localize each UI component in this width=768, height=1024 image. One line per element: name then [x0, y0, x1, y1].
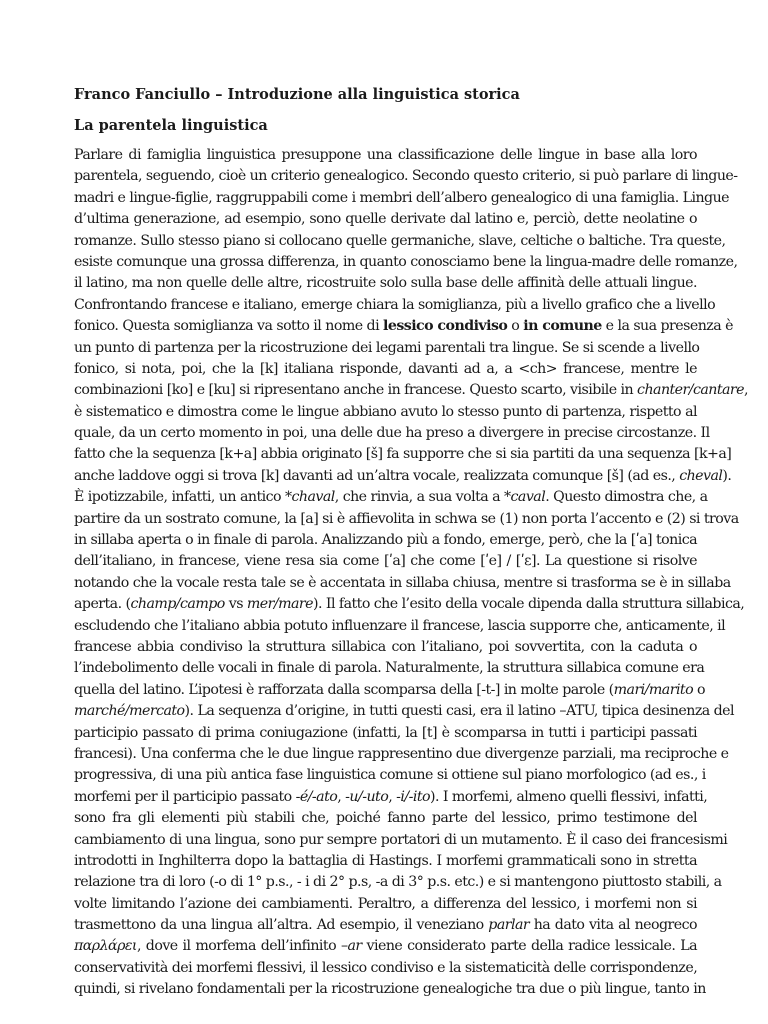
- text-line: [74, 359, 697, 380]
- text-segment: notando che la vocale resta tale se è accentata in sillaba chiusa, mentre si trasforma se è in sillaba: [74, 574, 731, 591]
- text-segment: aperta. (: [74, 596, 131, 613]
- text-line: [74, 338, 700, 359]
- italic-term: champ/campo: [130, 596, 225, 613]
- text-segment: relazione tra di loro (-o di 1° p.s., - i di 2° p.s, -a di 3° p.s. etc.) e si mantengono piuttosto stabili, a: [74, 874, 722, 891]
- text-segment: fatto che la sequenza [k+a] abbia originato [š] fa supporre che si sia partiti da una sequenza [k+a]: [74, 446, 732, 463]
- text-line: [74, 295, 716, 316]
- text-line: [74, 573, 731, 594]
- text-line: [74, 252, 738, 273]
- text-line: [74, 530, 697, 551]
- text-line: [74, 936, 697, 957]
- italic-term: mari/marito: [613, 681, 694, 698]
- italic-term: ar: [347, 938, 362, 955]
- italic-term: mer/mare: [246, 596, 314, 613]
- text-segment: ). La sequenza d’origine, in tutti questi casi, era il latino –ATU, tipica desinenza del: [184, 703, 735, 720]
- text-line: [74, 402, 697, 423]
- text-segment: francese abbia condiviso la struttura sillabica con l’italiano, poi sovvertita, con la caduta o: [74, 638, 697, 655]
- text-segment: Confrontando francese e italiano, emerge chiara la somiglianza, più a livello grafico che a livello: [74, 296, 716, 313]
- text-line: [74, 958, 697, 979]
- text-line: [74, 166, 738, 187]
- text-segment: , -: [388, 788, 401, 805]
- text-segment: sono fra gli elementi più stabili che, poiché fanno parte del lessico, primo testimone del: [74, 810, 697, 827]
- text-segment: anche laddove oggi si trova [k] davanti ad un’altra vocale, realizzata comunque [š] (ad es.,: [74, 467, 680, 484]
- text-line: [74, 915, 697, 936]
- text-segment: cambiamento di una lingua, sono pur sempre portatori di un mutamento. È il caso dei francesismi: [74, 831, 728, 848]
- text-line: [74, 851, 697, 872]
- text-segment: in sillaba aperta o in finale di parola. Analizzando più a fondo, emerge, però, che la [ʹa] tonica: [74, 532, 697, 549]
- text-segment: , -: [337, 788, 350, 805]
- italic-term: cheval: [679, 467, 723, 484]
- text-line: [74, 594, 745, 615]
- text-segment: ).: [722, 467, 732, 484]
- text-line: [74, 273, 697, 294]
- text-segment: Parlare di famiglia linguistica presuppone una classificazione delle lingue in base alla loro: [74, 147, 697, 163]
- text-segment: francesi). Una conferma che le due lingue rappresentino due divergenze parziali, ma reciproche e: [74, 745, 729, 762]
- text-line: [74, 894, 697, 915]
- text-segment: fonico. Questa somiglianza va sotto il nome di: [74, 318, 384, 335]
- text-line: [74, 637, 697, 658]
- italic-term: chanter/cantare: [637, 382, 745, 399]
- text-segment: o: [693, 681, 706, 698]
- text-segment: e la sua presenza è: [601, 318, 733, 335]
- text-line: [74, 380, 748, 401]
- text-segment: combinazioni [ko] e [ku] si ripresentano anche in francese. Questo scarto, visibile in: [74, 382, 638, 399]
- italic-term: u/-uto: [349, 788, 389, 805]
- text-line: [74, 830, 728, 851]
- text-segment: è sistematico e dimostra come le lingue abbiano avuto lo stesso punto di partenza, rispetto al: [74, 403, 697, 420]
- text-segment: viene considerato parte della radice lessicale. La: [361, 938, 697, 955]
- italic-term: παρλάρει: [74, 938, 137, 955]
- text-segment: ). I morfemi, almeno quelli flessivi, infatti,: [429, 788, 708, 805]
- text-line: [74, 509, 739, 530]
- italic-term: parlar: [488, 917, 530, 934]
- text-segment: madri e lingue-figlie, raggruppabili come i membri dell’albero genealogico di una famiglia. Lingue: [74, 189, 730, 206]
- text-line: [74, 701, 735, 722]
- text-segment: . Questo dimostra che, a: [545, 489, 708, 506]
- text-segment: quale, da un certo momento in poi, una delle due ha preso a divergere in precise circostanze. Il: [74, 425, 710, 442]
- text-segment: d’ultima generazione, ad esempio, sono quelle derivate dal latino e, perciò, dette neolatine o: [74, 211, 697, 228]
- text-line: [74, 145, 697, 166]
- text-line: [74, 444, 732, 465]
- text-line: [74, 723, 697, 744]
- text-segment: l’indebolimento delle vocali in finale di parola. Naturalmente, la struttura sillabica comune era: [74, 660, 705, 677]
- bold-term: lessico condiviso: [383, 318, 508, 335]
- text-line: [74, 872, 722, 893]
- text-segment: introdotti in Inghilterra dopo la battaglia di Hastings. I morfemi grammaticali sono in stretta: [74, 852, 697, 869]
- document-title: Franco Fanciullo – Introduzione alla linguistica storica: [74, 86, 520, 103]
- text-segment: quella del latino. L’ipotesi è rafforzata dalla scomparsa della [-t-] in molte parole (: [74, 681, 614, 698]
- text-line: [74, 979, 706, 1000]
- text-segment: ). Il fatto che l’esito della vocale dipenda dalla struttura sillabica,: [313, 596, 745, 613]
- bold-term: in comune: [523, 318, 602, 335]
- text-line: [74, 616, 726, 637]
- text-line: [74, 808, 697, 829]
- text-segment: , che rinvia, a sua volta a *: [334, 489, 511, 506]
- text-segment: partire da un sostrato comune, la [a] si è affievolita in schwa se (1) non porta l’accento e (2) si trova: [74, 510, 739, 527]
- text-segment: ,: [744, 382, 748, 399]
- text-segment: trasmettono da una lingua all’altra. Ad esempio, il veneziano: [74, 917, 489, 934]
- italic-term: i/-ito: [400, 788, 430, 805]
- text-line: [74, 787, 708, 808]
- text-segment: vs: [224, 596, 247, 613]
- section-title: La parentela linguistica: [74, 117, 268, 134]
- text-line: [74, 658, 705, 679]
- text-line: [74, 188, 730, 209]
- italic-term: caval: [510, 489, 546, 506]
- text-segment: , dove il morfema dell’infinito –: [136, 938, 348, 955]
- text-segment: o: [507, 318, 524, 335]
- body-paragraph: [74, 145, 748, 1001]
- text-segment: esiste comunque una grossa differenza, in quanto conosciamo bene la lingua-madre delle romanze,: [74, 253, 738, 270]
- text-segment: progressiva, di una più antica fase linguistica comune si ottiene sul piano morfologico (ad es., i: [74, 767, 706, 784]
- text-segment: dell’italiano, in francese, viene resa sia come [ʹa] che come [ʹe] / [ʹε]. La questione si risolve: [74, 553, 697, 570]
- text-segment: È ipotizzabile, infatti, un antico *: [74, 489, 292, 506]
- italic-term: chaval: [291, 489, 335, 506]
- text-segment: quindi, si rivelano fondamentali per la ricostruzione genealogiche tra due o più lingue, tanto in: [74, 981, 706, 998]
- text-line: [74, 551, 697, 572]
- text-segment: participio passato di prima coniugazione (infatti, la [t] è scomparsa in tutti i participi passati: [74, 724, 697, 741]
- text-segment: ha dato vita al neogreco: [529, 917, 697, 934]
- text-line: [74, 744, 729, 765]
- text-line: [74, 423, 710, 444]
- text-segment: fonico, si nota, poi, che la [k] italiana risponde, davanti ad a, a <ch> francese, mentre le: [74, 360, 697, 377]
- text-line: [74, 316, 733, 337]
- text-segment: parentela, seguendo, cioè un criterio genealogico. Secondo questo criterio, si può parlare di lingue-: [74, 168, 738, 185]
- text-segment: il latino, ma non quelle delle altre, ricostruite solo sulla base delle affinità delle attuali lingue.: [74, 275, 697, 292]
- text-segment: morfemi per il participio passato -: [74, 788, 300, 805]
- text-segment: conservatività dei morfemi flessivi, il lessico condiviso e la sistematicità delle corrispondenze,: [74, 959, 698, 976]
- text-line: [74, 487, 708, 508]
- italic-term: marché/mercato: [74, 703, 185, 720]
- text-line: [74, 680, 706, 701]
- text-segment: escludendo che l’italiano abbia potuto influenzare il francese, lascia supporre che, anticamente, il: [74, 617, 726, 634]
- text-line: [74, 765, 706, 786]
- italic-term: é/-ato: [299, 788, 338, 805]
- text-line: [74, 231, 726, 252]
- text-segment: romanze. Sullo stesso piano si collocano quelle germaniche, slave, celtiche o baltiche. Tra queste,: [74, 232, 726, 249]
- text-segment: volte limitando l’azione dei cambiamenti. Peraltro, a differenza del lessico, i morfemi non si: [74, 895, 697, 912]
- text-segment: un punto di partenza per la ricostruzione dei legami parentali tra lingue. Se si scende a livello: [74, 339, 700, 356]
- text-line: [74, 466, 732, 487]
- text-line: [74, 209, 697, 230]
